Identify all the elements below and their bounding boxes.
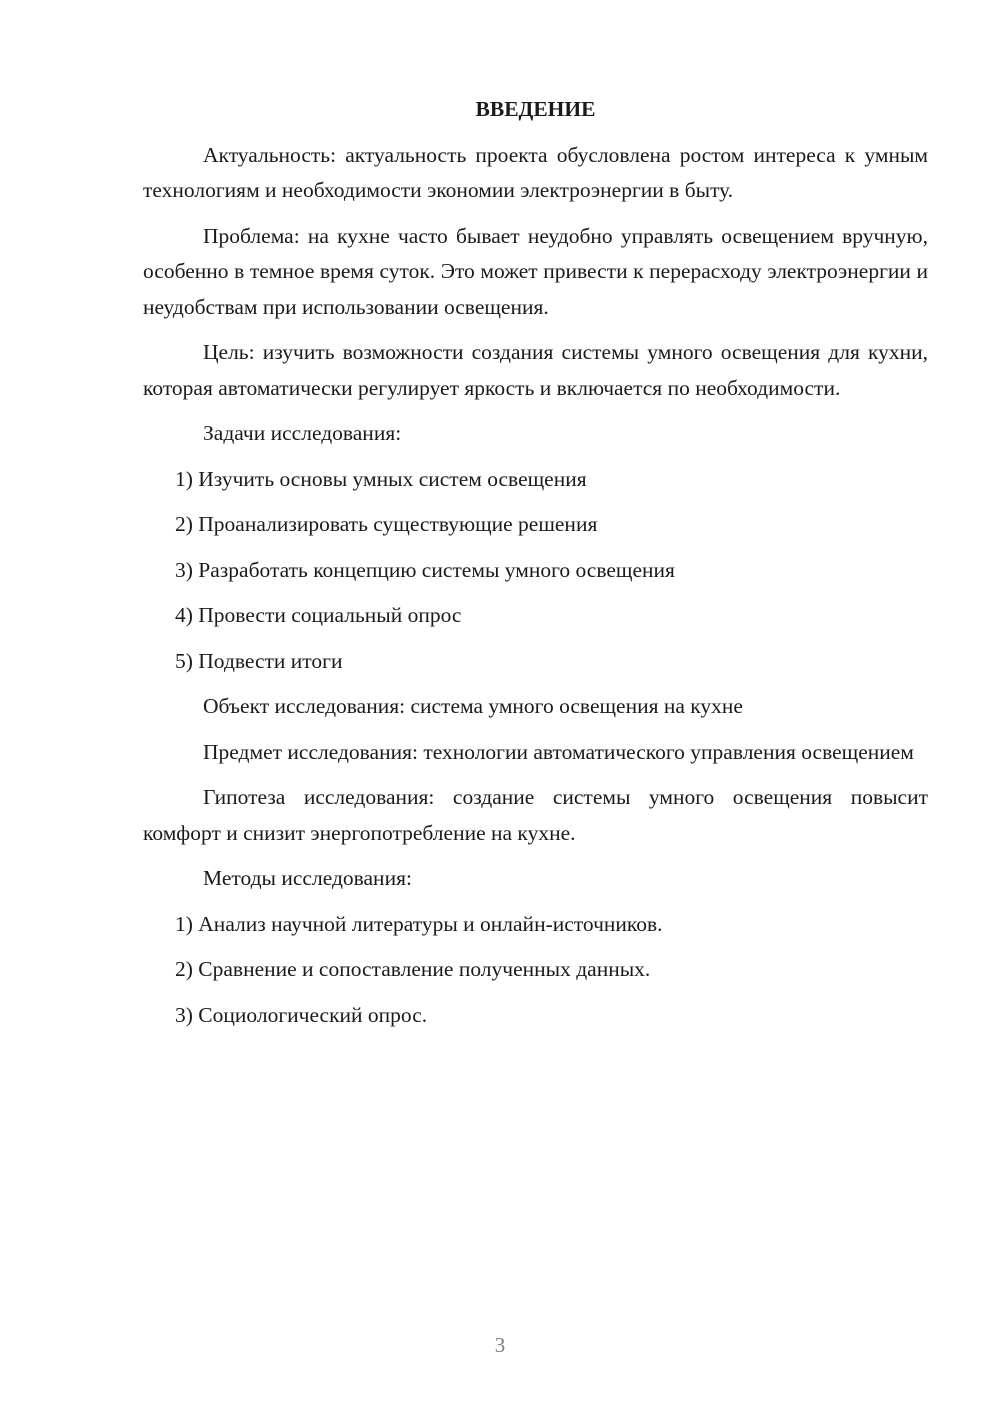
list-item: 2) Проанализировать существующие решения [175,512,598,536]
methods-heading: Методы исследования: [203,866,412,890]
list-item: 3) Социологический опрос. [175,1002,428,1027]
list-item: 2) Сравнение и сопоставление полученных данных. [175,957,651,981]
document-page [143,92,928,1043]
list-item: 3) Разработать концепцию системы умного освещения [175,557,675,582]
relevance-paragraph: Актуальность: актуальность проекта обусловлена ростом интереса к умным технологиям и необходимости экономии электроэнергии в быту. [143,142,928,202]
object-paragraph: Объект исследования: система умного освещения на кухне [203,694,743,718]
list-item: 5) Подвести итоги [175,648,343,673]
tasks-list [143,462,928,680]
list-item: 1) Изучить основы умных систем освещения [175,466,587,491]
hypothesis-paragraph: Гипотеза исследования: создание системы умного освещения повысит комфорт и снизит энергопотребление на кухне. [143,785,928,845]
page-number: 3 [494,1333,506,1357]
list-item: 1) Анализ научной литературы и онлайн-источников. [175,911,663,936]
tasks-heading: Задачи исследования: [203,421,402,445]
list-item: 4) Провести социальный опрос [175,603,462,627]
subject-paragraph: Предмет исследования: технологии автоматического управления освещением [203,739,914,764]
goal-paragraph: Цель: изучить возможности создания системы умного освещения для кухни, которая автоматически регулирует яркость и включается по необходимости. [143,340,928,400]
methods-list [143,907,928,1034]
problem-paragraph: Проблема: на кухне часто бывает неудобно управлять освещением вручную, особенно в темное время суток. Это может привести к перерасходу электроэнергии и неудобствам при использовании освещения. [143,223,928,319]
section-title: ВВЕДЕНИЕ [475,97,596,121]
